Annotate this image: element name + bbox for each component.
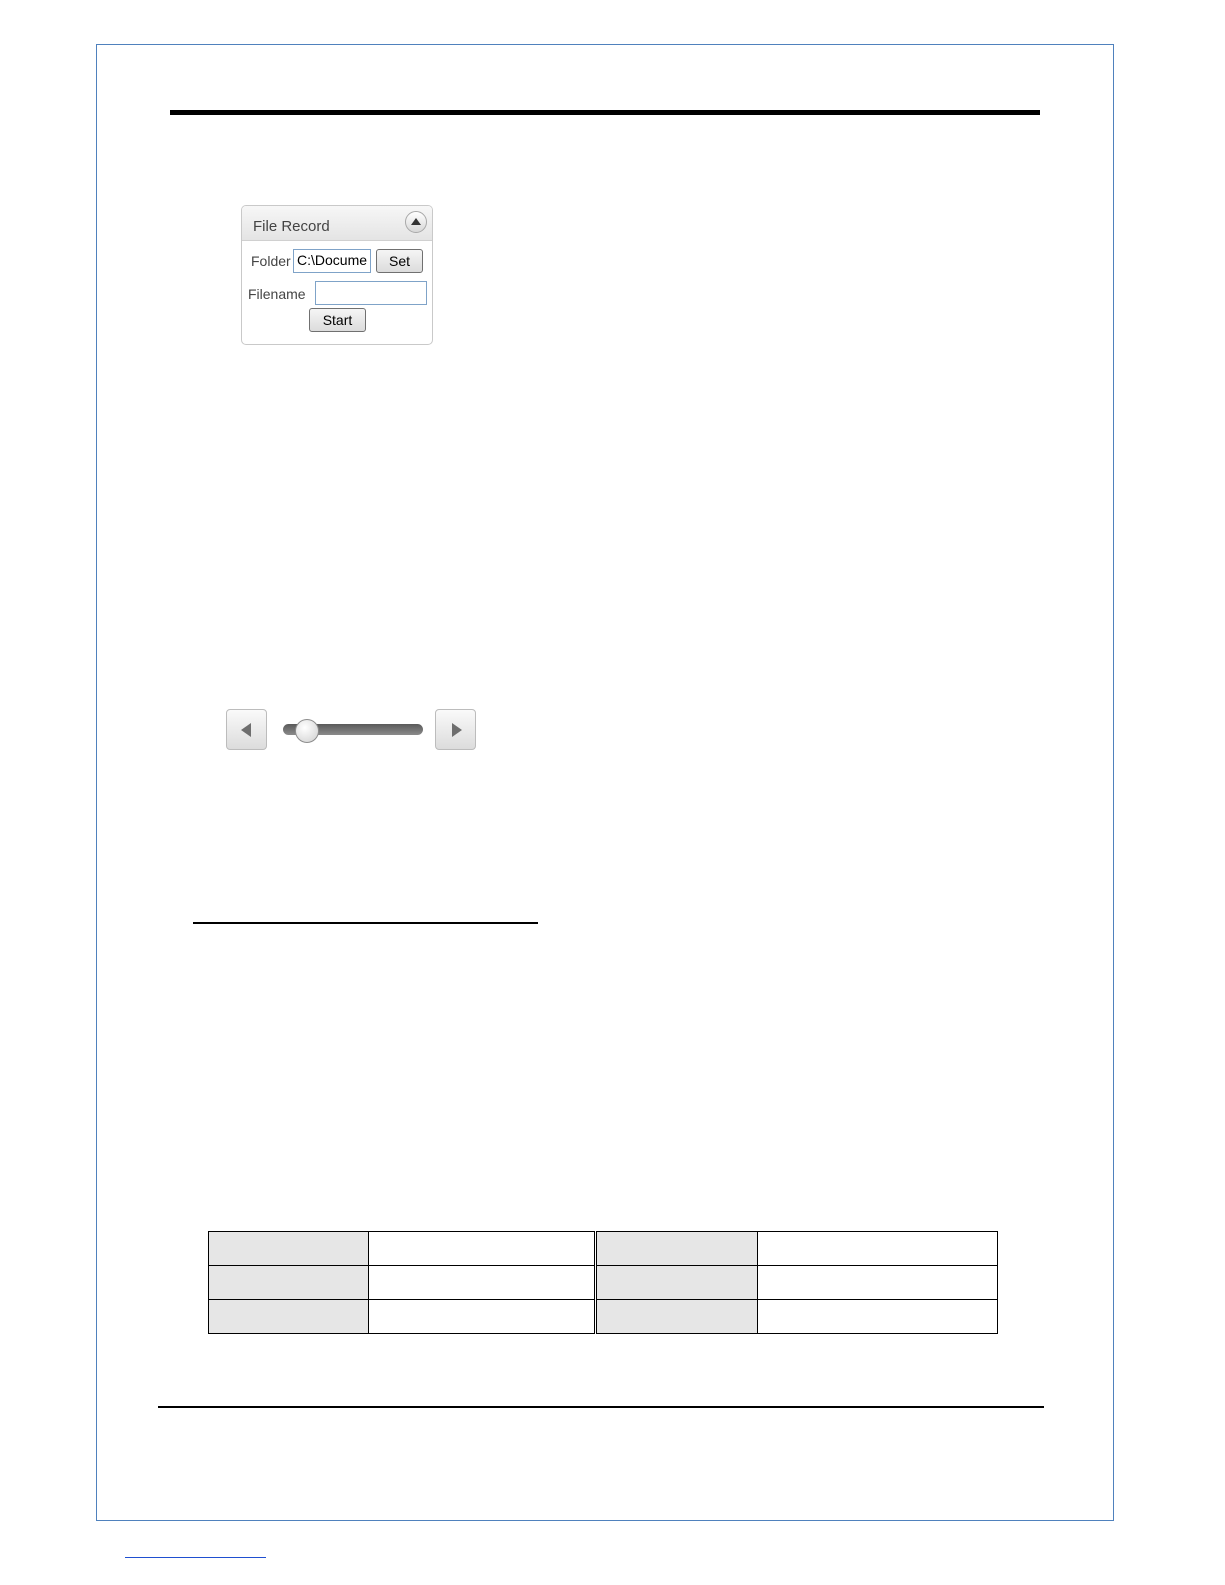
slider-right-button[interactable] xyxy=(435,709,476,750)
table-cell xyxy=(758,1232,998,1266)
table-row xyxy=(209,1232,998,1266)
table-cell xyxy=(596,1232,758,1266)
file-record-panel xyxy=(241,205,433,345)
table-cell xyxy=(369,1300,596,1334)
slider-thumb[interactable] xyxy=(295,719,319,743)
folder-label: Folder xyxy=(251,253,291,269)
footer-rule xyxy=(158,1406,1044,1408)
table-cell xyxy=(209,1266,369,1300)
footnote-separator xyxy=(125,1557,266,1558)
table-row xyxy=(209,1266,998,1300)
table-cell xyxy=(596,1266,758,1300)
filename-input[interactable] xyxy=(315,281,427,305)
file-record-header xyxy=(242,206,432,241)
header-rule xyxy=(170,110,1040,115)
filename-label: Filename xyxy=(248,286,306,302)
table-cell xyxy=(596,1300,758,1334)
table-row xyxy=(209,1300,998,1334)
spec-table xyxy=(208,1231,998,1334)
folder-input[interactable]: C:\Docume xyxy=(293,249,371,273)
set-button[interactable]: Set xyxy=(376,249,423,273)
table-cell xyxy=(369,1232,596,1266)
collapse-arrow-icon[interactable] xyxy=(405,211,427,233)
table-cell xyxy=(209,1300,369,1334)
table-cell xyxy=(758,1300,998,1334)
table-cell xyxy=(209,1232,369,1266)
slider-left-button[interactable] xyxy=(226,709,267,750)
file-record-title: File Record xyxy=(253,218,330,235)
table-cell xyxy=(758,1266,998,1300)
table-cell xyxy=(369,1266,596,1300)
start-button[interactable]: Start xyxy=(309,308,366,332)
heading-underline xyxy=(193,922,538,924)
